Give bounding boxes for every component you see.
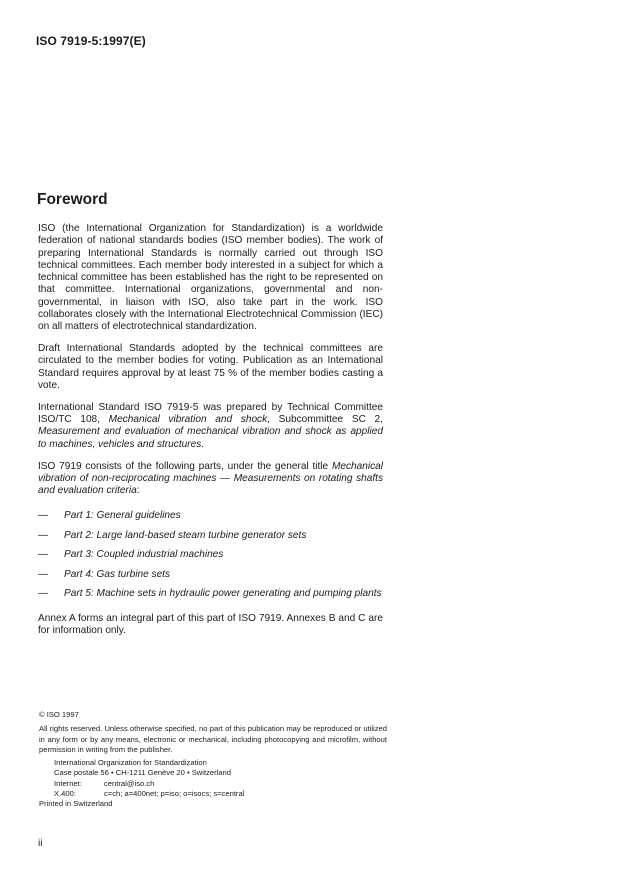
prepared-by-text: International Standard ISO 7919-5 was prepared by Technical Committee ISO/TC 108, (38, 401, 383, 426)
part-label: Part 5: Machine sets in hydraulic power generating and pumping plants (64, 588, 382, 600)
postal-address: Case postale 56 • CH-1211 Genève 20 • Switzerland (54, 768, 231, 778)
internet-row (54, 779, 387, 789)
paragraph-annex-note: Annex A forms an integral part of this part of ISO 7919. Annexes B and C are for information only. (38, 612, 383, 636)
list-item-part-1 (38, 510, 383, 522)
dash-bullet: — (38, 549, 49, 561)
document-code-header: ISO 7919-5:1997(E) (36, 34, 146, 48)
dash-bullet: — (38, 588, 49, 600)
general-title: Mechanical vibration of non-reciprocating machines — Measurements on rotating shafts and evaluation criteria (38, 460, 383, 497)
parts-intro-text: ISO 7919 consists of the following parts, under the general title (38, 460, 332, 472)
part-label: Part 2: Large land-based steam turbine generator sets (64, 529, 307, 541)
x400-row (54, 789, 387, 799)
x400-address: c=ch; a=400net; p=iso; o=isocs; s=central (104, 789, 245, 799)
copyright-line: © ISO 1997 (39, 710, 79, 719)
paragraph-iso-intro: ISO (the International Organization for Standardization) is a worldwide federation of national standards bodies (ISO member bodies). The work of preparing International Standards is normally carried out through ISO technical committees. Each member body interested in a subject for which a technical committee has been established has the right to be represented on that committee. International organizations, governmental and non-governmental, in liaison with ISO, also take part in the work. ISO collaborates closely with the International Electrotechnical Commission (IEC) on all matters of electrotechnical standardization. (38, 223, 383, 333)
list-item-part-2 (38, 530, 383, 542)
committee-title: Mechanical vibration and shock (108, 414, 268, 426)
foreword-heading: Foreword (37, 191, 108, 208)
parts-intro-colon: : (136, 485, 140, 497)
parts-list (38, 510, 383, 601)
list-item-part-5 (38, 588, 383, 600)
rights-reserved-notice: All rights reserved. Unless otherwise specified, no part of this publication may be reproduced or utilized in any form or by any means, electronic or mechanical, including photocopying and microfilm, without permission in writing from the publisher. (39, 724, 387, 754)
part-label: Part 3: Coupled industrial machines (64, 549, 224, 561)
part-label: Part 1: General guidelines (64, 509, 181, 521)
list-item-part-3 (38, 549, 383, 561)
org-name: International Organization for Standardization (54, 758, 207, 768)
dash-bullet: — (38, 529, 49, 541)
internet-address: central@iso.ch (104, 778, 155, 788)
publisher-address (39, 758, 387, 799)
x400-label: X.400: (54, 789, 76, 799)
paragraph-draft-standards: Draft International Standards adopted by the technical committees are circulated to the member bodies for voting. Publication as an International Standard requires approval by at least 75 % of the member bodies casting a vote. (38, 343, 383, 392)
internet-label: Internet: (54, 778, 82, 788)
dash-bullet: — (38, 509, 49, 521)
copyright-block (39, 710, 387, 810)
prepared-by-subcommittee: , Subcommittee SC 2, (267, 414, 383, 426)
list-item-part-4 (38, 569, 383, 581)
subcommittee-title: Measurement and evaluation of mechanical vibration and shock as applied to machines, vehicles and structures (38, 426, 383, 450)
foreword-body (38, 223, 383, 647)
prepared-by-end: . (201, 438, 205, 450)
dash-bullet: — (38, 568, 49, 580)
paragraph-parts-intro (38, 461, 383, 498)
page-number: ii (38, 838, 43, 849)
part-label: Part 4: Gas turbine sets (64, 568, 171, 580)
printed-in: Printed in Switzerland (39, 799, 113, 809)
paragraph-prepared-by (38, 402, 383, 451)
